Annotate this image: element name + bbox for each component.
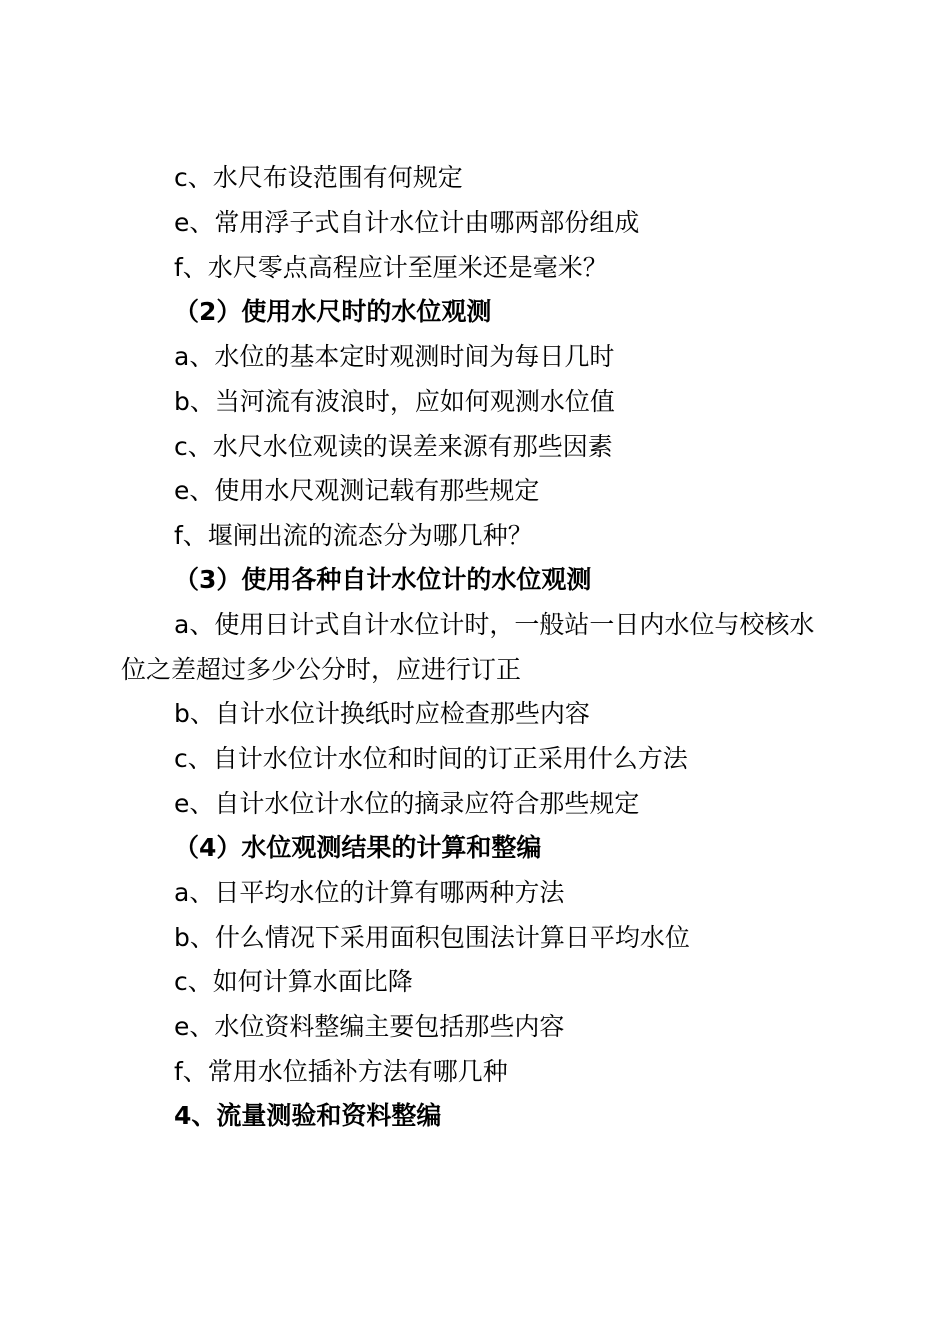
question-line: e、常用浮子式自计水位计由哪两部份组成 xyxy=(174,208,640,237)
question-line: e、水位资料整编主要包括那些内容 xyxy=(174,1012,565,1041)
question-line: f、水尺零点高程应计至厘米还是毫米？ xyxy=(174,253,608,282)
question-line: c、如何计算水面比降 xyxy=(174,967,413,996)
question-line-continuation: 位之差超过多少公分时，应进行订正 xyxy=(121,655,522,684)
section-heading: （2）使用水尺时的水位观测 xyxy=(174,297,492,326)
question-line: b、什么情况下采用面积包围法计算日平均水位 xyxy=(174,923,690,952)
question-line: c、水尺布设范围有何规定 xyxy=(174,163,463,192)
question-line: b、当河流有波浪时，应如何观测水位值 xyxy=(174,387,615,416)
question-line: c、自计水位计水位和时间的订正采用什么方法 xyxy=(174,744,688,773)
question-line: b、自计水位计换纸时应检查那些内容 xyxy=(174,699,590,728)
question-line: f、常用水位插补方法有哪几种 xyxy=(174,1057,508,1086)
section-heading: （3）使用各种自计水位计的水位观测 xyxy=(174,565,592,594)
question-line: e、自计水位计水位的摘录应符合那些规定 xyxy=(174,789,640,818)
question-line: f、堰闸出流的流态分为哪几种？ xyxy=(174,521,533,550)
question-line: c、水尺水位观读的误差来源有那些因素 xyxy=(174,432,613,461)
question-line: a、水位的基本定时观测时间为每日几时 xyxy=(174,342,615,371)
question-line: e、使用水尺观测记载有那些规定 xyxy=(174,476,540,505)
question-line: a、日平均水位的计算有哪两种方法 xyxy=(174,878,565,907)
question-line: a、使用日计式自计水位计时，一般站一日内水位与校核水 xyxy=(174,610,815,639)
section-heading: （4）水位观测结果的计算和整编 xyxy=(174,833,542,862)
chapter-heading: 4、流量测验和资料整编 xyxy=(174,1101,442,1130)
